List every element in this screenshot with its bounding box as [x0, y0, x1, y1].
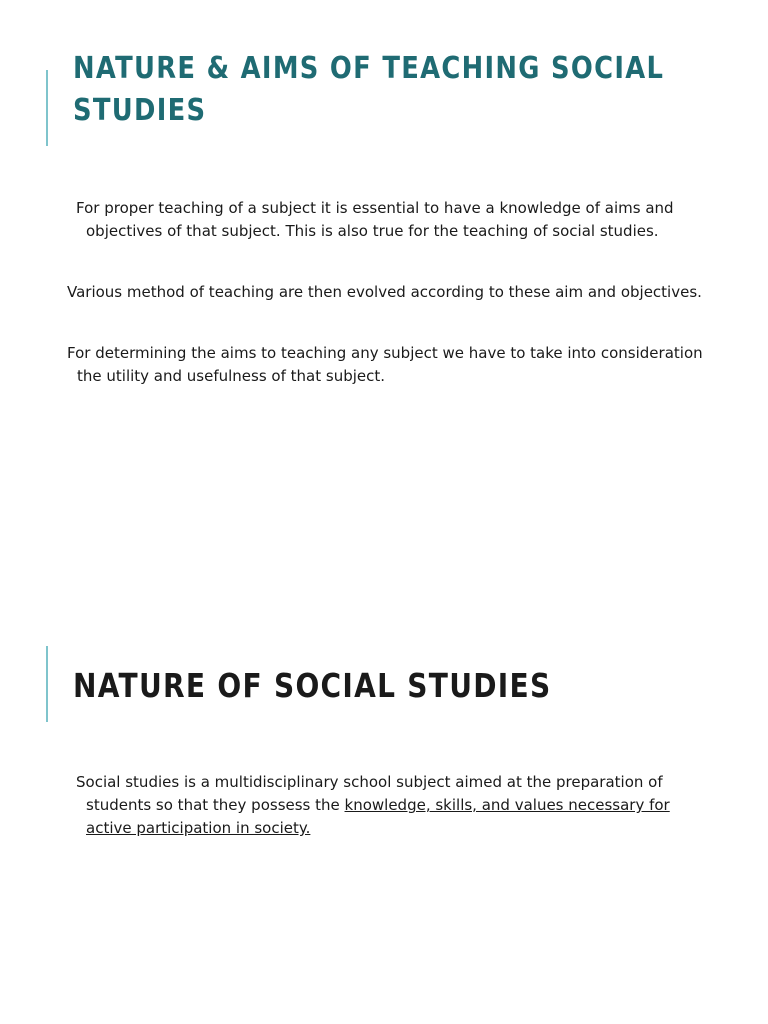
slide-2-paragraph: [76, 771, 696, 840]
slide-2-title: NATURE OF SOCIAL STUDIES: [73, 666, 552, 705]
underlined-phrase: knowledge, skills, and values necessary for active participation in society.: [86, 796, 670, 837]
slide-1-title: NATURE & AIMS OF TEACHING SOCIAL STUDIES: [73, 51, 665, 128]
slide-1-paragraph-3: For determining the aims to teaching any subject we have to take into consideration the utility and usefulness of that subject.: [67, 344, 703, 385]
slide-1-paragraph-2: Various method of teaching are then evolved according to these aim and objectives.: [67, 283, 702, 301]
title-accent-bar: [46, 70, 48, 146]
paragraph-text: Social studies is a multidisciplinary school subject aimed at the preparation of students so that they possess the: [76, 773, 663, 814]
slide-1-paragraph-1: For proper teaching of a subject it is essential to have a knowledge of aims and objectives of that subject. This is also true for the teaching of social studies.: [76, 199, 674, 240]
title-accent-bar: [46, 646, 48, 722]
slide-2: [0, 620, 768, 1024]
